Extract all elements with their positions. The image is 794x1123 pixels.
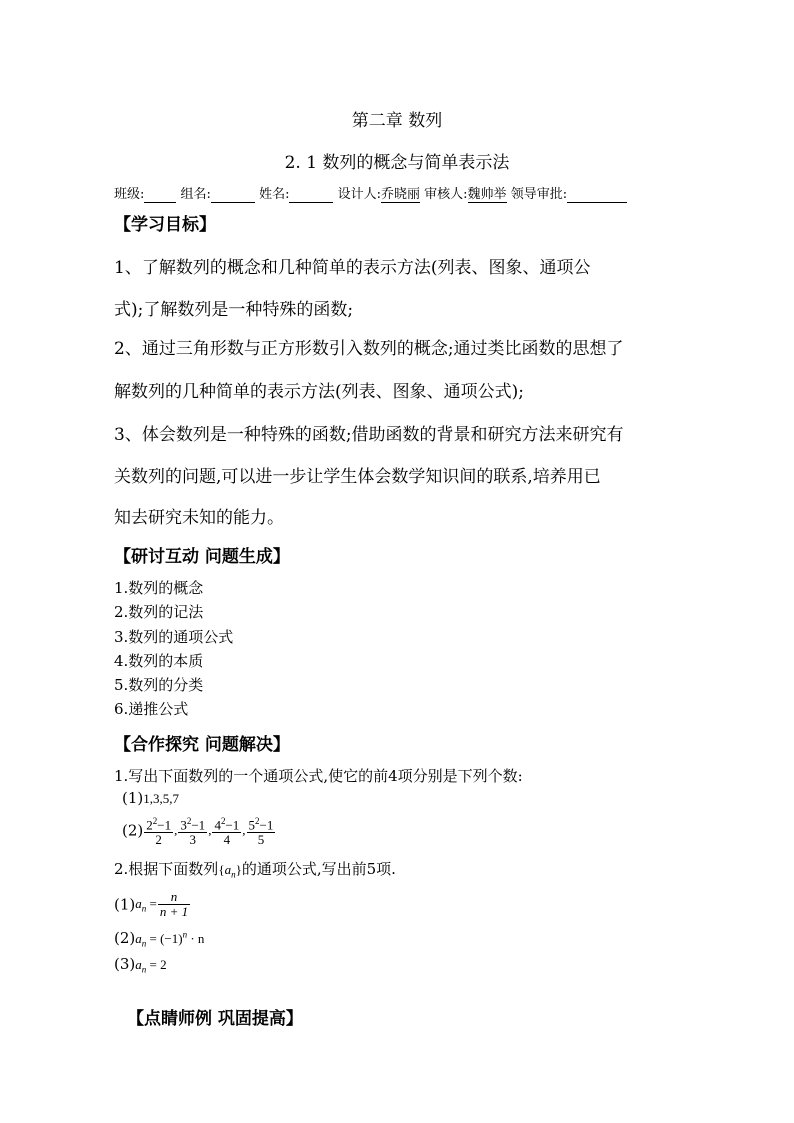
fraction: $\frac{2^2-1}{2}$: [146, 816, 172, 848]
list-item: 1.数列的概念: [114, 579, 204, 597]
fraction: $\frac{4^2-1}{4}$: [214, 816, 240, 848]
group-label: 组名:: [180, 187, 211, 202]
formula-1: $(1)a_n$ = $\frac{n}{n + 1}$: [114, 889, 189, 919]
goal-line: 关数列的问题,可以进一步让学生体会数学知识间的联系,培养用已: [114, 467, 601, 487]
q1-part2-label: (2): [122, 821, 144, 840]
list-item: 4.数列的本质: [114, 652, 204, 670]
question-1: 1.写出下面数列的一个通项公式,使它的前4项分别是下列个数:: [114, 767, 523, 785]
reviewer-label: 审核人:: [424, 187, 468, 202]
designer-label: 设计人:: [337, 187, 381, 202]
goal-line: 解数列的几种简单的表示方法(列表、图象、通项公式);: [114, 382, 524, 402]
list-item: 3.数列的通项公式: [114, 628, 234, 646]
leader-label: 领导审批:: [510, 187, 568, 202]
goal-line: 1、了解数列的概念和几种简单的表示方法(列表、图象、通项公: [114, 258, 591, 278]
list-item: 5.数列的分类: [114, 676, 204, 694]
formula-2: $(2)a_n = (-1)^n \cdot n$: [114, 929, 205, 949]
group-blank: [211, 188, 255, 203]
fraction: $\frac{3^2-1}{3}$: [180, 816, 206, 848]
list-item: 2.数列的记法: [114, 603, 204, 621]
examples-heading: 【点睛师例 巩固提高】: [127, 1009, 303, 1029]
discussion-heading: 【研讨互动 问题生成】: [114, 547, 290, 567]
chapter-title: 第二章 数列: [351, 111, 443, 131]
section-title: 2. 1 数列的概念与简单表示法: [284, 153, 510, 173]
question-2: 2.根据下面数列$\{a_n\}$的通项公式,写出前5项.: [114, 860, 396, 880]
fraction: $\frac{5^2-1}{5}$: [248, 816, 274, 848]
class-label: 班级:: [114, 187, 145, 202]
q1-part1: [122, 789, 179, 807]
goal-line: 式);了解数列是一种特殊的函数;: [114, 300, 354, 320]
list-item: 6.递推公式: [114, 700, 189, 718]
cooperation-heading: 【合作探究 问题解决】: [114, 735, 290, 755]
q1-part2: (2) $\frac{2^2-1}{2}$ , $\frac{3^2-1}{3}$ , $\frac{4^2-1}{4}$ , $\frac{5^2-1}{5}$: [122, 816, 274, 848]
goal-line: 3、体会数列是一种特殊的函数;借助函数的背景和研究方法来研究有: [114, 425, 624, 445]
class-blank: [144, 188, 176, 203]
q1-part1-label: (1): [122, 789, 144, 807]
reviewer-name: 魏帅举: [467, 187, 507, 202]
goal-line: 2、通过三角形数与正方形数引入数列的概念;通过类比函数的思想了: [114, 339, 624, 359]
goals-heading: 【学习目标】: [114, 215, 216, 235]
fraction: $\frac{n}{n + 1}$: [159, 889, 189, 919]
designer-name: 乔晓丽: [380, 187, 420, 202]
leader-blank: [567, 188, 627, 203]
info-line: [114, 183, 627, 203]
formula-3: $(3)a_n = 2$: [114, 955, 167, 975]
goal-line: 知去研究未知的能力。: [114, 508, 284, 528]
q1-part1-sequence: 1,3,5,7: [143, 791, 179, 806]
name-label: 姓名:: [259, 187, 290, 202]
name-blank: [289, 188, 333, 203]
